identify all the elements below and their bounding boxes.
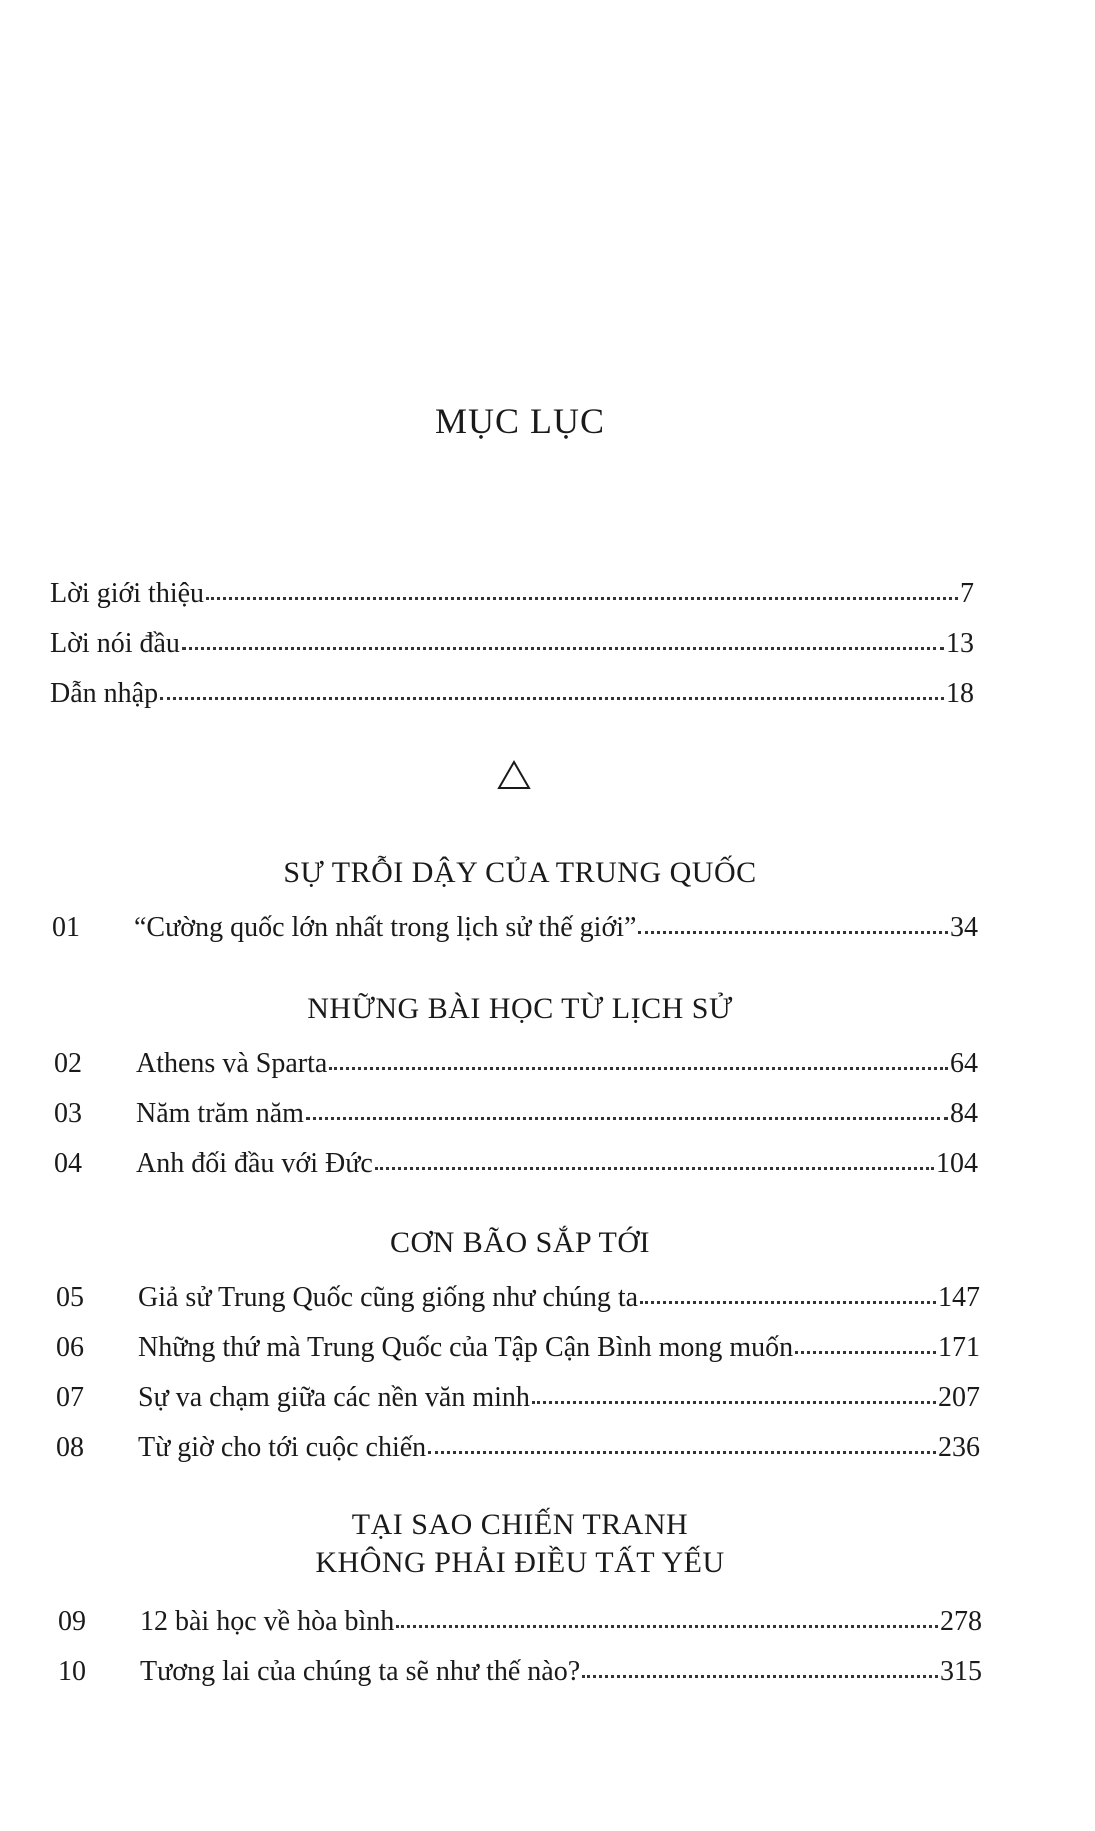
part-title-line: TẠI SAO CHIẾN TRANH bbox=[351, 1508, 689, 1541]
dot-leader bbox=[375, 1167, 934, 1170]
toc-entry[interactable] bbox=[56, 1282, 980, 1314]
entry-label: Từ giờ cho tới cuộc chiến bbox=[138, 1432, 427, 1463]
part-title bbox=[0, 1506, 1040, 1582]
entry-label: 12 bài học về hòa bình bbox=[140, 1606, 395, 1637]
entry-page: 147 bbox=[938, 1282, 980, 1313]
part-title-line: NHỮNG BÀI HỌC TỪ LỊCH SỬ bbox=[307, 992, 733, 1025]
entry-label: Những thứ mà Trung Quốc của Tập Cận Bình mong muốn bbox=[138, 1332, 794, 1363]
entry-page: 315 bbox=[940, 1656, 982, 1687]
part-title-line: SỰ TRỖI DẬY CỦA TRUNG QUỐC bbox=[283, 856, 757, 889]
chapter-number: 09 bbox=[58, 1606, 86, 1637]
toc-entry[interactable] bbox=[56, 1432, 980, 1464]
toc-entry[interactable] bbox=[54, 1098, 978, 1130]
entry-label: Athens và Sparta bbox=[136, 1048, 328, 1079]
entry-label: Sự va chạm giữa các nền văn minh bbox=[138, 1382, 530, 1413]
toc-entry[interactable] bbox=[58, 1656, 982, 1688]
dot-leader bbox=[795, 1351, 936, 1354]
entry-label: Lời nói đầu bbox=[50, 628, 180, 659]
dot-leader bbox=[206, 597, 958, 600]
toc-entry[interactable] bbox=[54, 1148, 978, 1180]
entry-label: “Cường quốc lớn nhất trong lịch sử thế giới” bbox=[134, 912, 637, 943]
entry-page: 84 bbox=[950, 1098, 978, 1129]
dot-leader bbox=[182, 647, 944, 650]
entry-page: 236 bbox=[938, 1432, 980, 1463]
chapter-number: 02 bbox=[54, 1048, 82, 1079]
entry-label: Anh đối đầu với Đức bbox=[136, 1148, 373, 1179]
entry-page: 7 bbox=[960, 578, 974, 609]
chapter-number: 08 bbox=[56, 1432, 84, 1463]
toc-entry[interactable] bbox=[56, 1382, 980, 1414]
chapter-number: 04 bbox=[54, 1148, 82, 1179]
chapter-number: 06 bbox=[56, 1332, 84, 1363]
entry-label: Lời giới thiệu bbox=[50, 578, 205, 609]
toc-entry[interactable] bbox=[50, 628, 974, 660]
dot-leader bbox=[428, 1451, 936, 1454]
dot-leader bbox=[396, 1625, 938, 1628]
entry-page: 278 bbox=[940, 1606, 982, 1637]
entry-label: Giả sử Trung Quốc cũng giống như chúng ta bbox=[138, 1282, 639, 1313]
entry-label: Năm trăm năm bbox=[136, 1098, 304, 1129]
chapter-number: 05 bbox=[56, 1282, 84, 1313]
entry-page: 18 bbox=[946, 678, 974, 709]
dot-leader bbox=[306, 1117, 948, 1120]
part-title bbox=[0, 990, 1040, 1028]
chapter-number: 03 bbox=[54, 1098, 82, 1129]
toc-entry[interactable] bbox=[50, 578, 974, 610]
toc-entry[interactable] bbox=[58, 1606, 982, 1638]
entry-page: 34 bbox=[950, 912, 978, 943]
entry-label: Dẫn nhập bbox=[50, 678, 159, 709]
entry-page: 64 bbox=[950, 1048, 978, 1079]
dot-leader bbox=[582, 1675, 938, 1678]
part-title bbox=[0, 854, 1040, 892]
dot-leader bbox=[160, 697, 944, 700]
dot-leader bbox=[640, 1301, 936, 1304]
part-title bbox=[0, 1224, 1040, 1262]
part-title-line: CƠN BÃO SẮP TỚI bbox=[389, 1226, 651, 1259]
entry-page: 207 bbox=[938, 1382, 980, 1413]
triangle-icon bbox=[497, 760, 531, 790]
entry-label: Tương lai của chúng ta sẽ như thế nào? bbox=[140, 1656, 581, 1687]
dot-leader bbox=[532, 1401, 936, 1404]
dot-leader bbox=[329, 1067, 948, 1070]
toc-entry[interactable] bbox=[50, 678, 974, 710]
toc-entry[interactable] bbox=[52, 912, 978, 944]
page-title: MỤC LỤC bbox=[434, 401, 606, 441]
entry-page: 104 bbox=[936, 1148, 978, 1179]
toc-entry[interactable] bbox=[56, 1332, 980, 1364]
toc-entry[interactable] bbox=[54, 1048, 978, 1080]
part-title-line: KHÔNG PHẢI ĐIỀU TẤT YẾU bbox=[315, 1546, 725, 1579]
chapter-number: 10 bbox=[58, 1656, 86, 1687]
chapter-number: 07 bbox=[56, 1382, 84, 1413]
entry-page: 13 bbox=[946, 628, 974, 659]
chapter-number: 01 bbox=[52, 912, 80, 943]
dot-leader bbox=[638, 931, 948, 934]
entry-page: 171 bbox=[938, 1332, 980, 1363]
